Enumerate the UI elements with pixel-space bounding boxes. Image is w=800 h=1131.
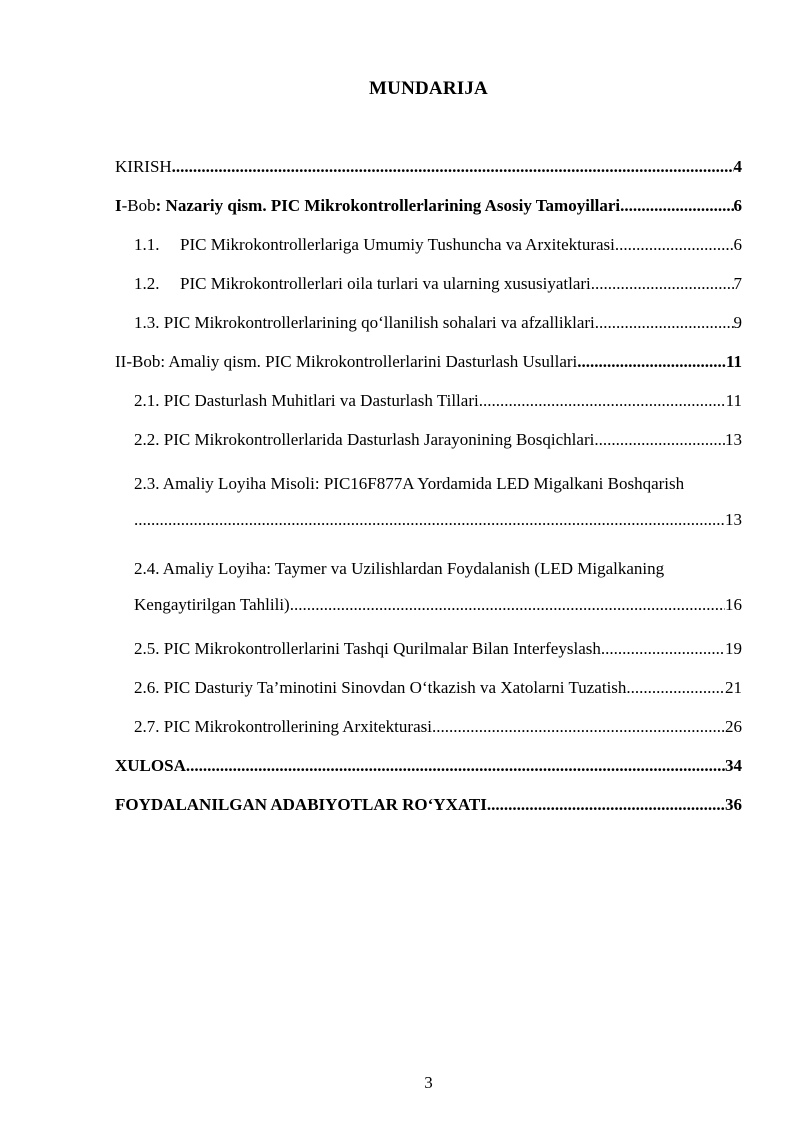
toc-entry-2-4[interactable] bbox=[115, 551, 742, 623]
toc-label: 2.7. PIC Mikrokontrollerining Arxitekturasi bbox=[134, 717, 432, 736]
toc-page: 26 bbox=[725, 717, 742, 736]
toc-leader bbox=[479, 388, 726, 414]
toc-page: 16 bbox=[725, 595, 742, 614]
toc-label-prefix: I bbox=[115, 196, 122, 215]
toc-page: 19 bbox=[725, 639, 742, 658]
toc-entry-2-7[interactable] bbox=[115, 714, 742, 753]
toc-entry-2-6[interactable] bbox=[115, 675, 742, 714]
toc-entry-bob-1[interactable] bbox=[115, 193, 742, 232]
toc-page: 11 bbox=[725, 352, 742, 371]
toc-entry-2-3[interactable] bbox=[115, 466, 742, 538]
toc-leader bbox=[595, 310, 734, 336]
toc-leader bbox=[577, 349, 726, 375]
toc-leader bbox=[594, 427, 725, 453]
toc-page: 6 bbox=[733, 235, 742, 254]
toc-entry-xulosa[interactable] bbox=[115, 753, 742, 792]
toc-number: 1.1. bbox=[134, 235, 160, 254]
toc-label bbox=[134, 271, 591, 297]
toc-page: 13 bbox=[725, 510, 742, 529]
toc-entry-2-5[interactable] bbox=[115, 636, 742, 675]
toc-leader bbox=[615, 232, 734, 258]
toc-label: 2.3. Amaliy Loyiha Misoli: PIC16F877A Yordamida LED Migalkani Boshqarish bbox=[134, 474, 685, 493]
toc-label: 2.4. Amaliy Loyiha: Taymer va Uzilishlardan Foydalanish (LED Migalkaning bbox=[134, 559, 665, 578]
toc-entry-1-2[interactable] bbox=[115, 271, 742, 310]
toc-leader bbox=[591, 271, 734, 297]
toc-label: XULOSA bbox=[115, 756, 186, 775]
toc-page: 7 bbox=[733, 274, 742, 293]
toc-entry-1-3[interactable] bbox=[115, 310, 742, 349]
toc-label-title: : Nazariy qism. PIC Mikrokontrollerlarining Asosiy Tamoyillari bbox=[155, 196, 621, 215]
page-number: 3 bbox=[424, 1073, 433, 1092]
toc-page: 36 bbox=[725, 795, 742, 814]
toc-leader bbox=[487, 792, 725, 818]
toc-line-2 bbox=[134, 587, 742, 623]
toc-label: II-Bob: Amaliy qism. PIC Mikrokontrollerlarini Dasturlash Usullari bbox=[115, 352, 578, 371]
toc-label: FOYDALANILGAN ADABIYOTLAR RO‘YXATI bbox=[115, 795, 487, 814]
toc-leader bbox=[601, 636, 725, 662]
toc-page: 6 bbox=[733, 196, 742, 215]
toc-entry-2-1[interactable] bbox=[115, 388, 742, 427]
toc-leader bbox=[290, 587, 725, 623]
toc-page: 21 bbox=[725, 678, 742, 697]
toc-page: 9 bbox=[733, 313, 742, 332]
toc-entry-2-2[interactable] bbox=[115, 427, 742, 466]
toc-page: 4 bbox=[733, 157, 742, 176]
toc-label: 1.3. PIC Mikrokontrollerlarining qo‘llanilish sohalari va afzalliklari bbox=[134, 313, 595, 332]
toc-page: 34 bbox=[725, 756, 742, 775]
toc-label bbox=[134, 232, 615, 258]
toc-label-text: PIC Mikrokontrollerlariga Umumiy Tushuncha va Arxitekturasi bbox=[180, 235, 615, 254]
toc-entry-kirish[interactable] bbox=[115, 154, 742, 193]
toc-leader bbox=[172, 154, 734, 180]
toc-page: 11 bbox=[725, 391, 742, 410]
toc-label: 2.5. PIC Mikrokontrollerlarini Tashqi Qurilmalar Bilan Interfeyslash bbox=[134, 639, 601, 658]
toc-leader bbox=[432, 714, 725, 740]
toc-label: KIRISH bbox=[115, 157, 172, 176]
toc-number: 1.2. bbox=[134, 274, 160, 293]
toc-label: 2.2. PIC Mikrokontrollerlarida Dasturlash Jarayonining Bosqichlari bbox=[134, 430, 595, 449]
toc-entry-adabiyotlar[interactable] bbox=[115, 792, 742, 831]
toc-label-text: PIC Mikrokontrollerlari oila turlari va ularning xususiyatlari bbox=[180, 274, 591, 293]
toc-label-cont: Kengaytirilgan Tahlili) bbox=[134, 595, 290, 614]
toc-leader bbox=[186, 753, 725, 779]
toc-leader bbox=[626, 675, 725, 701]
toc-label: 2.6. PIC Dasturiy Ta’minotini Sinovdan O‘tkazish va Xatolarni Tuzatish bbox=[134, 678, 627, 697]
toc-leader bbox=[134, 502, 725, 538]
page-title: MUNDARIJA bbox=[369, 78, 488, 99]
toc-entry-1-1[interactable] bbox=[115, 232, 742, 271]
toc-page: 13 bbox=[725, 430, 742, 449]
toc-label bbox=[115, 193, 620, 219]
toc-line-2 bbox=[134, 502, 742, 538]
table-of-contents bbox=[115, 154, 742, 831]
toc-leader bbox=[620, 193, 733, 219]
toc-label: 2.1. PIC Dasturlash Muhitlari va Dasturlash Tillari bbox=[134, 391, 479, 410]
toc-label-mid: -Bob bbox=[121, 196, 156, 215]
toc-entry-bob-2[interactable] bbox=[115, 349, 742, 388]
